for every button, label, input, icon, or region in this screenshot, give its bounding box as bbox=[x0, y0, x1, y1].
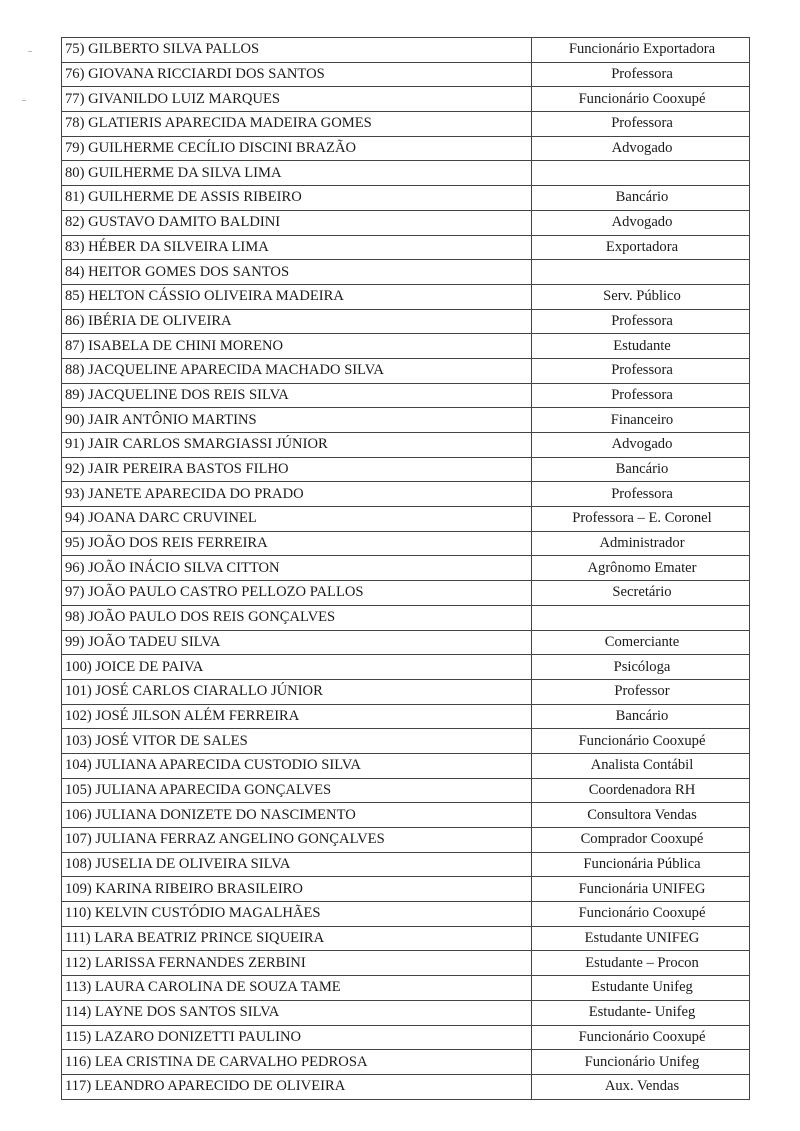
participant-name-cell: 88) JACQUELINE APARECIDA MACHADO SILVA bbox=[62, 358, 532, 383]
participant-name-cell: 96) JOÃO INÁCIO SILVA CITTON bbox=[62, 556, 532, 581]
occupation-cell: Coordenadora RH bbox=[532, 778, 750, 803]
participant-name-cell: 78) GLATIERIS APARECIDA MADEIRA GOMES bbox=[62, 112, 532, 137]
occupation-cell: Funcionário Exportadora bbox=[532, 38, 750, 63]
scan-speck bbox=[28, 51, 32, 52]
participant-name-cell: 83) HÉBER DA SILVEIRA LIMA bbox=[62, 235, 532, 260]
occupation-cell: Funcionário Unifeg bbox=[532, 1050, 750, 1075]
occupation-cell: Funcionária UNIFEG bbox=[532, 877, 750, 902]
occupation-cell: Estudante Unifeg bbox=[532, 976, 750, 1001]
participant-name-cell: 117) LEANDRO APARECIDO DE OLIVEIRA bbox=[62, 1074, 532, 1099]
occupation-cell: Agrônomo Emater bbox=[532, 556, 750, 581]
occupation-cell: Bancário bbox=[532, 457, 750, 482]
participant-name-cell: 108) JUSELIA DE OLIVEIRA SILVA bbox=[62, 852, 532, 877]
occupation-cell: Funcionário Cooxupé bbox=[532, 87, 750, 112]
participant-name-cell: 87) ISABELA DE CHINI MORENO bbox=[62, 334, 532, 359]
participant-name-cell: 112) LARISSA FERNANDES ZERBINI bbox=[62, 951, 532, 976]
occupation-cell: Analista Contábil bbox=[532, 753, 750, 778]
table-row bbox=[62, 581, 750, 606]
participant-name-cell: 107) JULIANA FERRAZ ANGELINO GONÇALVES bbox=[62, 828, 532, 853]
participant-name-cell: 116) LEA CRISTINA DE CARVALHO PEDROSA bbox=[62, 1050, 532, 1075]
participant-name-cell: 79) GUILHERME CECÍLIO DISCINI BRAZÃO bbox=[62, 136, 532, 161]
occupation-cell: Funcionário Cooxupé bbox=[532, 729, 750, 754]
roster-table bbox=[61, 37, 750, 1100]
occupation-cell: Bancário bbox=[532, 186, 750, 211]
table-row bbox=[62, 778, 750, 803]
table-row bbox=[62, 482, 750, 507]
occupation-cell: Professora bbox=[532, 62, 750, 87]
occupation-cell: Exportadora bbox=[532, 235, 750, 260]
occupation-cell: Estudante UNIFEG bbox=[532, 926, 750, 951]
occupation-cell: Administrador bbox=[532, 531, 750, 556]
occupation-cell: Serv. Público bbox=[532, 284, 750, 309]
occupation-cell: Bancário bbox=[532, 704, 750, 729]
table-row bbox=[62, 260, 750, 285]
table-row bbox=[62, 951, 750, 976]
table-row bbox=[62, 1000, 750, 1025]
participant-name-cell: 103) JOSÉ VITOR DE SALES bbox=[62, 729, 532, 754]
participant-name-cell: 109) KARINA RIBEIRO BRASILEIRO bbox=[62, 877, 532, 902]
participant-name-cell: 100) JOICE DE PAIVA bbox=[62, 655, 532, 680]
table-row bbox=[62, 704, 750, 729]
table-row bbox=[62, 630, 750, 655]
table-row bbox=[62, 433, 750, 458]
occupation-cell: Comprador Cooxupé bbox=[532, 828, 750, 853]
occupation-cell: Professor bbox=[532, 679, 750, 704]
participant-name-cell: 94) JOANA DARC CRUVINEL bbox=[62, 507, 532, 532]
table-row bbox=[62, 309, 750, 334]
table-row bbox=[62, 902, 750, 927]
occupation-cell: Funcionária Pública bbox=[532, 852, 750, 877]
occupation-cell: Financeiro bbox=[532, 408, 750, 433]
table-row bbox=[62, 334, 750, 359]
participant-name-cell: 86) IBÉRIA DE OLIVEIRA bbox=[62, 309, 532, 334]
table-row bbox=[62, 235, 750, 260]
participant-name-cell: 98) JOÃO PAULO DOS REIS GONÇALVES bbox=[62, 605, 532, 630]
table-row bbox=[62, 531, 750, 556]
participant-name-cell: 76) GIOVANA RICCIARDI DOS SANTOS bbox=[62, 62, 532, 87]
occupation-cell: Advogado bbox=[532, 210, 750, 235]
occupation-cell: Professora bbox=[532, 482, 750, 507]
occupation-cell: Funcionário Cooxupé bbox=[532, 902, 750, 927]
table-row bbox=[62, 976, 750, 1001]
participant-name-cell: 104) JULIANA APARECIDA CUSTODIO SILVA bbox=[62, 753, 532, 778]
table-row bbox=[62, 112, 750, 137]
table-row bbox=[62, 161, 750, 186]
participant-name-cell: 93) JANETE APARECIDA DO PRADO bbox=[62, 482, 532, 507]
table-row bbox=[62, 605, 750, 630]
participant-name-cell: 95) JOÃO DOS REIS FERREIRA bbox=[62, 531, 532, 556]
table-row bbox=[62, 729, 750, 754]
occupation-cell: Professora bbox=[532, 358, 750, 383]
participant-name-cell: 106) JULIANA DONIZETE DO NASCIMENTO bbox=[62, 803, 532, 828]
table-row bbox=[62, 877, 750, 902]
occupation-cell: Professora bbox=[532, 112, 750, 137]
table-row bbox=[62, 38, 750, 63]
participant-name-cell: 110) KELVIN CUSTÓDIO MAGALHÃES bbox=[62, 902, 532, 927]
table-row bbox=[62, 507, 750, 532]
table-row bbox=[62, 852, 750, 877]
occupation-cell: Advogado bbox=[532, 136, 750, 161]
table-row bbox=[62, 210, 750, 235]
table-row bbox=[62, 1025, 750, 1050]
occupation-cell: Professora bbox=[532, 383, 750, 408]
roster-table-body bbox=[62, 38, 750, 1100]
participant-name-cell: 97) JOÃO PAULO CASTRO PELLOZO PALLOS bbox=[62, 581, 532, 606]
participant-name-cell: 111) LARA BEATRIZ PRINCE SIQUEIRA bbox=[62, 926, 532, 951]
table-row bbox=[62, 926, 750, 951]
participant-name-cell: 90) JAIR ANTÔNIO MARTINS bbox=[62, 408, 532, 433]
table-row bbox=[62, 1074, 750, 1099]
occupation-cell: Estudante – Procon bbox=[532, 951, 750, 976]
occupation-cell: Psicóloga bbox=[532, 655, 750, 680]
occupation-cell bbox=[532, 605, 750, 630]
participant-name-cell: 85) HELTON CÁSSIO OLIVEIRA MADEIRA bbox=[62, 284, 532, 309]
occupation-cell: Professora – E. Coronel bbox=[532, 507, 750, 532]
table-row bbox=[62, 408, 750, 433]
occupation-cell: Comerciante bbox=[532, 630, 750, 655]
table-row bbox=[62, 828, 750, 853]
participant-name-cell: 113) LAURA CAROLINA DE SOUZA TAME bbox=[62, 976, 532, 1001]
occupation-cell: Aux. Vendas bbox=[532, 1074, 750, 1099]
occupation-cell: Funcionário Cooxupé bbox=[532, 1025, 750, 1050]
occupation-cell: Secretário bbox=[532, 581, 750, 606]
table-row bbox=[62, 62, 750, 87]
participant-name-cell: 81) GUILHERME DE ASSIS RIBEIRO bbox=[62, 186, 532, 211]
participant-name-cell: 77) GIVANILDO LUIZ MARQUES bbox=[62, 87, 532, 112]
table-row bbox=[62, 556, 750, 581]
participant-name-cell: 80) GUILHERME DA SILVA LIMA bbox=[62, 161, 532, 186]
participant-name-cell: 89) JACQUELINE DOS REIS SILVA bbox=[62, 383, 532, 408]
participant-name-cell: 75) GILBERTO SILVA PALLOS bbox=[62, 38, 532, 63]
participant-name-cell: 115) LAZARO DONIZETTI PAULINO bbox=[62, 1025, 532, 1050]
participant-name-cell: 101) JOSÉ CARLOS CIARALLO JÚNIOR bbox=[62, 679, 532, 704]
table-row bbox=[62, 284, 750, 309]
table-row bbox=[62, 358, 750, 383]
occupation-cell: Estudante- Unifeg bbox=[532, 1000, 750, 1025]
table-row bbox=[62, 457, 750, 482]
occupation-cell: Estudante bbox=[532, 334, 750, 359]
table-row bbox=[62, 679, 750, 704]
table-row bbox=[62, 803, 750, 828]
table-row bbox=[62, 186, 750, 211]
occupation-cell bbox=[532, 260, 750, 285]
table-row bbox=[62, 1050, 750, 1075]
occupation-cell: Consultora Vendas bbox=[532, 803, 750, 828]
table-row bbox=[62, 136, 750, 161]
participant-name-cell: 92) JAIR PEREIRA BASTOS FILHO bbox=[62, 457, 532, 482]
participant-name-cell: 114) LAYNE DOS SANTOS SILVA bbox=[62, 1000, 532, 1025]
table-row bbox=[62, 383, 750, 408]
participant-name-cell: 99) JOÃO TADEU SILVA bbox=[62, 630, 532, 655]
scan-speck bbox=[22, 100, 26, 101]
table-row bbox=[62, 87, 750, 112]
occupation-cell bbox=[532, 161, 750, 186]
participant-name-cell: 102) JOSÉ JILSON ALÉM FERREIRA bbox=[62, 704, 532, 729]
participant-name-cell: 84) HEITOR GOMES DOS SANTOS bbox=[62, 260, 532, 285]
participant-name-cell: 82) GUSTAVO DAMITO BALDINI bbox=[62, 210, 532, 235]
participant-name-cell: 91) JAIR CARLOS SMARGIASSI JÚNIOR bbox=[62, 433, 532, 458]
occupation-cell: Advogado bbox=[532, 433, 750, 458]
table-row bbox=[62, 655, 750, 680]
table-row bbox=[62, 753, 750, 778]
participant-name-cell: 105) JULIANA APARECIDA GONÇALVES bbox=[62, 778, 532, 803]
occupation-cell: Professora bbox=[532, 309, 750, 334]
